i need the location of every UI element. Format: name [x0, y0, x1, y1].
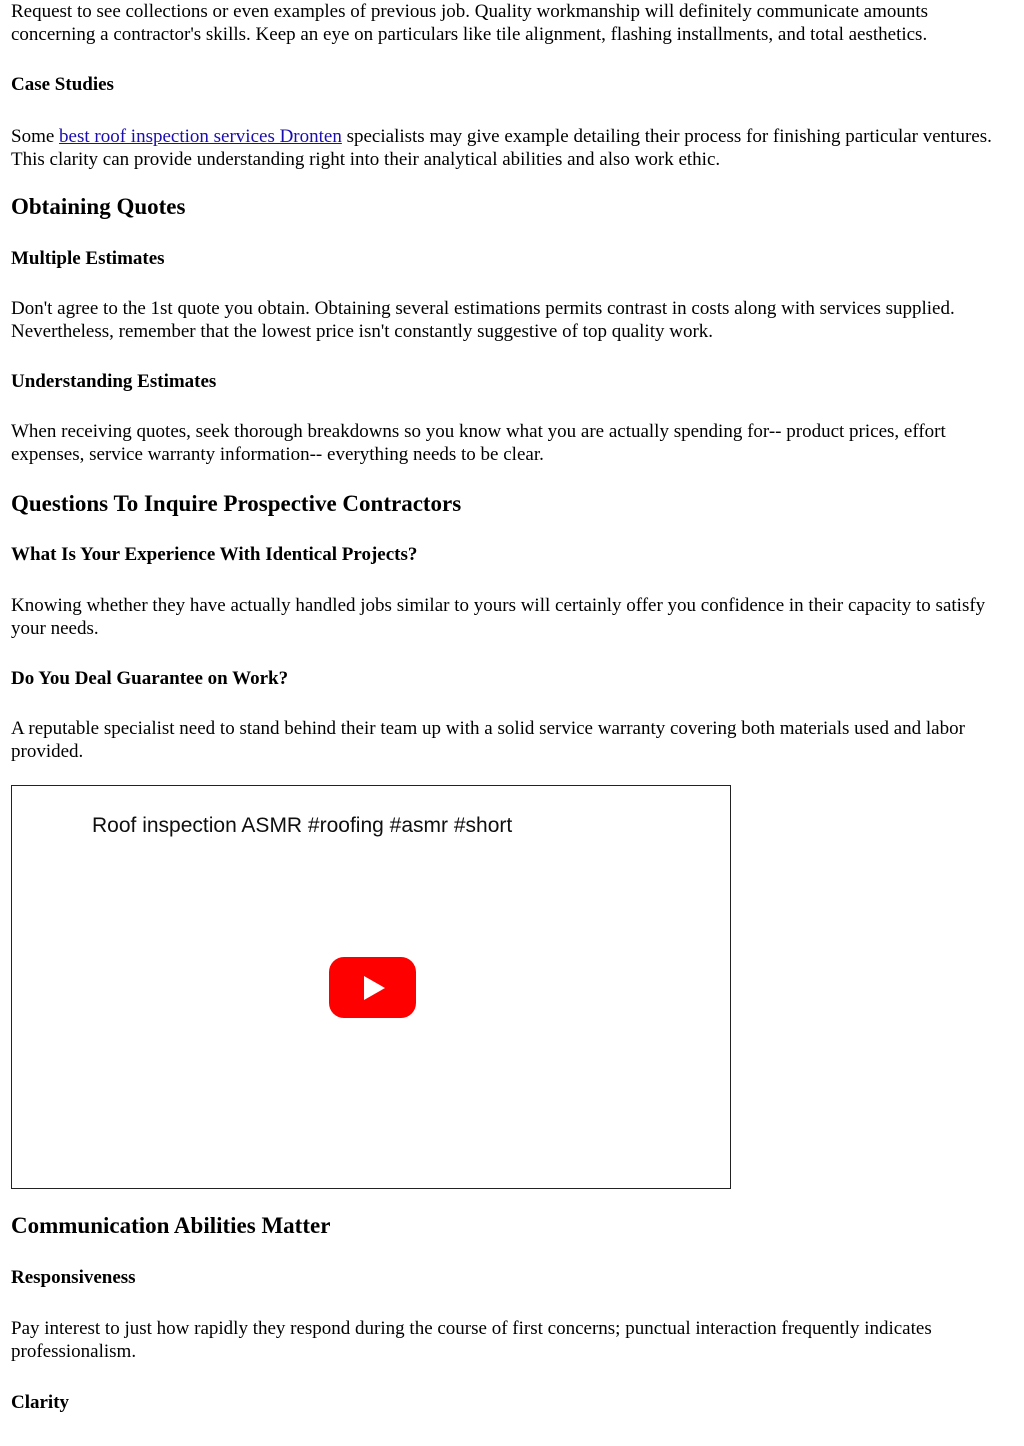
multiple-estimates-paragraph: Don't agree to the 1st quote you obtain. Obtaining several estimations permits contrast in costs along with services supplied. Nevertheless, remember that the lowest price isn't constantly suggestive of top quality work. — [11, 298, 955, 342]
case-studies-text-before: Some — [11, 126, 60, 147]
intro-paragraph: Request to see collections or even examples of previous job. Quality workmanship will definitely communicate amounts concerning a contractor's skills. Keep an eye on particulars like tile alignment, flashing installments, and total aesthetics. — [11, 1, 929, 45]
clarity-heading: Clarity — [11, 1392, 70, 1413]
guarantee-heading: Do You Deal Guarantee on Work? — [11, 668, 289, 689]
questions-heading: Questions To Inquire Prospective Contractors — [11, 491, 462, 516]
case-studies-paragraph — [11, 125, 1014, 171]
communication-heading: Communication Abilities Matter — [11, 1213, 331, 1238]
guarantee-paragraph: A reputable specialist need to stand behind their team up with a solid service warranty covering both materials used and labor provided. — [11, 718, 965, 762]
youtube-play-icon[interactable] — [329, 957, 416, 1018]
video-title[interactable]: Roof inspection ASMR #roofing #asmr #short — [92, 814, 513, 837]
understanding-estimates-heading: Understanding Estimates — [11, 371, 217, 392]
experience-paragraph: Knowing whether they have actually handled jobs similar to yours will certainly offer you confidence in their capacity to satisfy your needs. — [11, 595, 986, 639]
multiple-estimates-heading: Multiple Estimates — [11, 248, 165, 269]
video-embed[interactable] — [11, 785, 731, 1189]
case-studies-heading: Case Studies — [11, 74, 114, 95]
experience-heading: What Is Your Experience With Identical Projects? — [11, 544, 418, 565]
responsiveness-paragraph: Pay interest to just how rapidly they respond during the course of first concerns; punctual interaction frequently indicates professionalism. — [11, 1318, 932, 1362]
obtaining-quotes-heading: Obtaining Quotes — [11, 194, 186, 219]
case-studies-text-after: specialists may give example detailing their process for finishing particular ventures. This clarity can provide understanding right into their analytical abilities and also work ethic. — [11, 126, 992, 170]
responsiveness-heading: Responsiveness — [11, 1267, 136, 1288]
understanding-estimates-paragraph: When receiving quotes, seek thorough breakdowns so you know what you are actually spending for-- product prices, effort expenses, service warranty information-- everything needs to be clear. — [11, 421, 946, 465]
roof-inspection-link[interactable]: best roof inspection services Dronten — [59, 126, 342, 147]
